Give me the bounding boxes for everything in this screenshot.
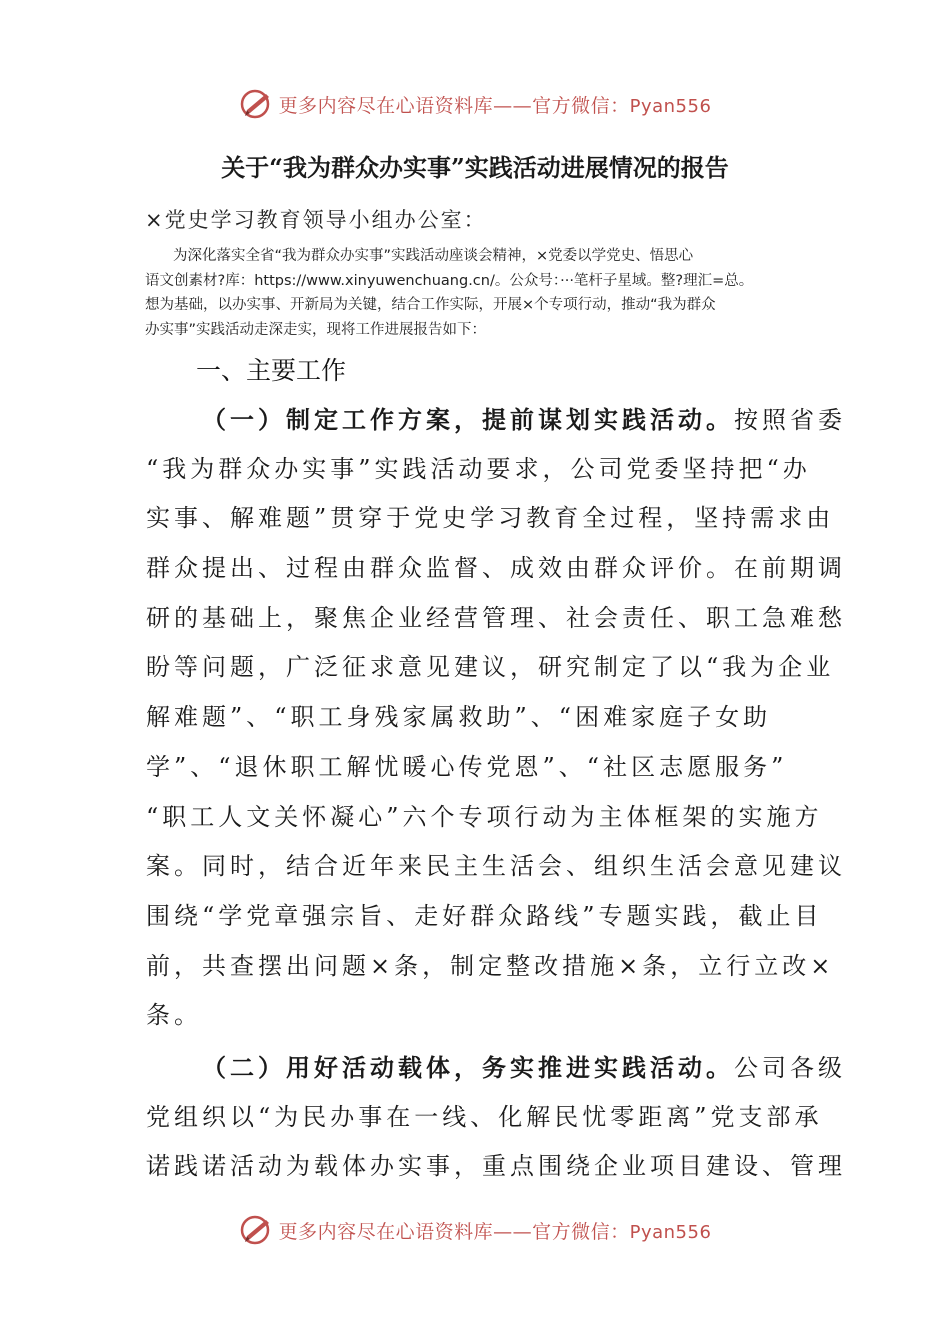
- paragraph-line: 围绕“学党章强宗旨、走好群众路线”专题实践，截止目: [146, 901, 823, 930]
- intro-line: 想为基础，以办实事、开新局为关键，结合工作实际，开展×个专项行动，推动“我为群众: [145, 297, 716, 313]
- intro-line: 语文创素材?库：https://www.xinyuwenchuang.cn/。公众号：···笔杆子星域。整?理汇=总。: [145, 272, 754, 289]
- pen-logo-icon: [239, 86, 275, 122]
- paragraph-line: （一）制定工作方案，提前谋划实践活动。按照省委: [202, 405, 846, 434]
- paragraph-line: 案。同时，结合近年来民主生活会、组织生活会意见建议: [146, 852, 846, 881]
- paragraph-line: 群众提出、过程由群众监督、成效由群众评价。在前期调: [146, 554, 846, 583]
- footer-watermark-banner: [0, 1210, 950, 1250]
- wechat-id: Pyan556: [629, 95, 712, 117]
- banner-text: 更多内容尽在心语资料库——官方微信：Pyan556: [278, 94, 712, 117]
- document-title: 关于“我为群众办实事”实践活动进展情况的报告: [221, 153, 729, 182]
- paragraph-line: 诺践诺活动为载体办实事，重点围绕企业项目建设、管理: [146, 1152, 846, 1181]
- paragraph-line: 条。: [146, 1001, 202, 1030]
- paragraph-line: “我为群众办实事”实践活动要求，公司党委坚持把“办: [146, 454, 811, 483]
- paragraph-line: 学”、“退休职工解忧暖心传党恩”、“社区志愿服务”: [146, 752, 788, 781]
- paragraph-bold-lead: （一）制定工作方案，提前谋划实践活动。: [202, 405, 734, 434]
- recipient-line: ×党史学习教育领导小组办公室：: [145, 208, 487, 232]
- paragraph-one: [146, 395, 846, 1041]
- intro-line: 办实事”实践活动走深走实，现将工作进展报告如下：: [145, 321, 487, 338]
- paragraph-line: 盼等问题，广泛征求意见建议，研究制定了以“我为企业: [146, 653, 835, 682]
- section-heading: 一、主要工作: [196, 356, 347, 385]
- paragraph-line: 解难题”、“职工身残家属救助”、“困难家庭子女助: [146, 703, 772, 732]
- paragraph-line: 党组织以“为民办事在一线、化解民忧零距离”党支部承: [146, 1102, 823, 1131]
- intro-line: 为深化落实全省“我为群众办实事”实践活动座谈会精神，×党委以学党史、悟思心: [173, 248, 694, 264]
- paragraph-line: “职工人文关怀凝心”六个专项行动为主体框架的实施方: [146, 802, 823, 831]
- header-watermark-banner: [0, 84, 950, 124]
- paragraph-bold-lead: （二）用好活动载体，务实推进实践活动。: [202, 1053, 734, 1082]
- pen-logo-icon: [239, 1212, 275, 1248]
- paragraph-line: 前，共查摆出问题×条，制定整改措施×条，立行立改×: [146, 951, 835, 980]
- paragraph-two: [146, 1043, 846, 1192]
- intro-paragraph: [145, 244, 815, 342]
- wechat-id: Pyan556: [629, 1221, 712, 1243]
- banner-text: 更多内容尽在心语资料库——官方微信：Pyan556: [278, 1220, 712, 1243]
- paragraph-line: （二）用好活动载体，务实推进实践活动。公司各级: [202, 1053, 846, 1082]
- paragraph-line: 实事、解难题”贯穿于党史学习教育全过程，坚持需求由: [146, 504, 835, 533]
- paragraph-line: 研的基础上，聚焦企业经营管理、社会责任、职工急难愁: [146, 603, 846, 632]
